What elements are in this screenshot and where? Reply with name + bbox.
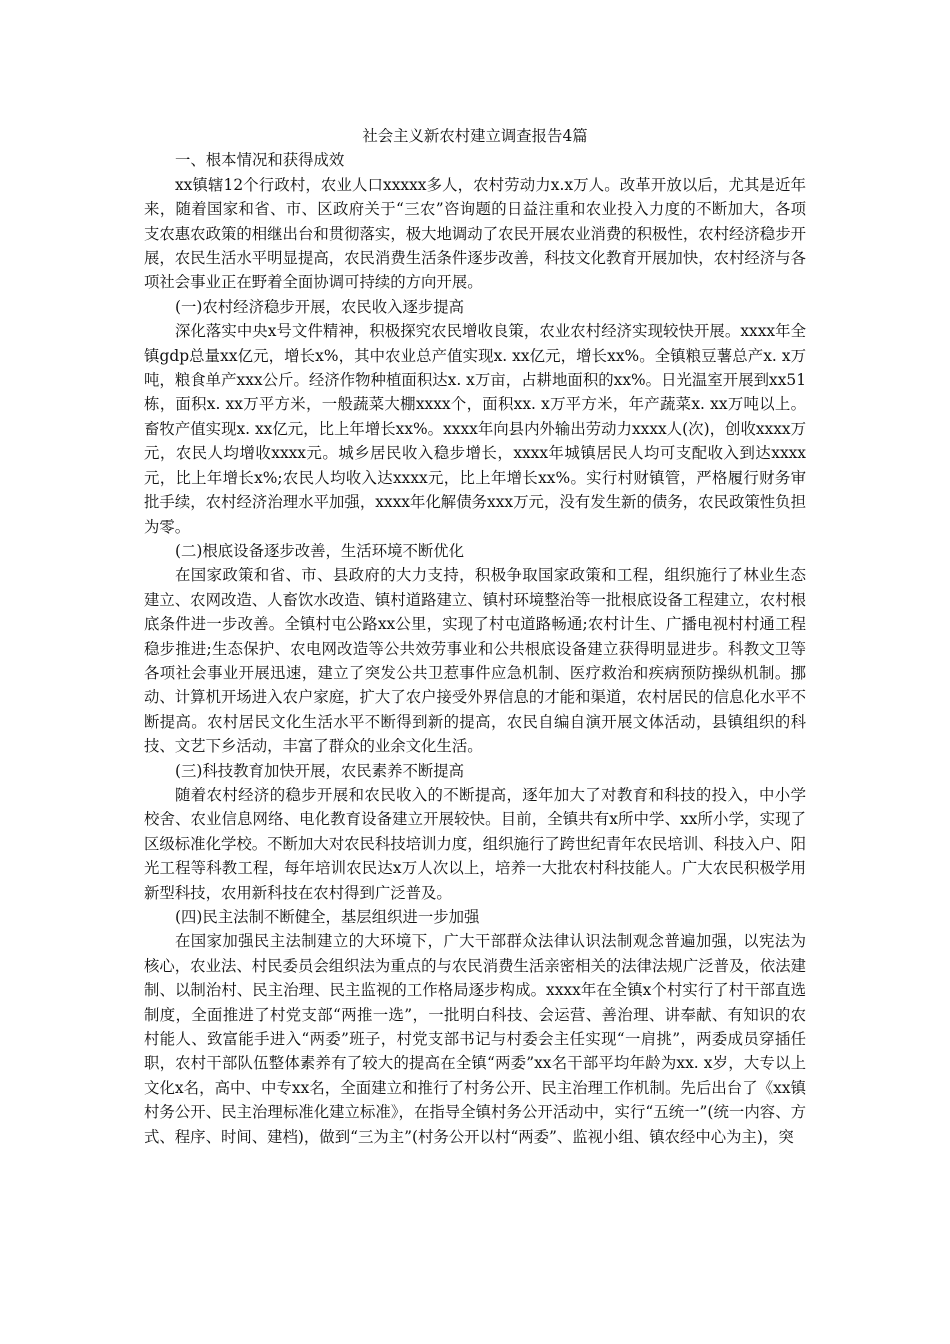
section-heading-4: (三)科技教育加快开展，农民素养不断提高 [175,761,465,780]
document-title: 社会主义新农村建立调查报告4篇 [362,127,588,145]
paragraph-5: 在国家加强民主法制建立的大环境下，广大干部群众法律认识法制观念普遍加强，以宪法为核心，农业法、村民委员会组织法为重点的与农民消费生活亲密相关的法律法规广泛普及，依法建制、以制治村、民主治理、民主监视的工作格局逐步构成。xxxx年在全镇x个村实行了村干部直选制度，全面推进了村党支部“两推一选”，一批明白科技、会运营、善治理、讲奉献、有知识的农村能人、致富能手进入“两委”班子，村党支部书记与村委会主任实现“一肩挑”，两委成员穿插任职，农村干部队伍整体素养有了较大的提高在全镇“两委”xx名干部平均年龄为xx. x岁，大专以上文化x名，高中、中专xx名，全面建立和推行了村务公开、民主治理工作机制。先后出台了《xx镇村务公开、民主治理标准化建立标准》，在指导全镇村务公开活动中，实行“五统一”(统一内容、方式、程序、时间、建档)，做到“三为主”(村务公开以村“两委”、监视小组、镇农经中心为主)，突 [144,932,806,1146]
section-heading-2: (一)农村经济稳步开展，农民收入逐步提高 [175,297,465,316]
paragraph-3: 在国家政策和省、市、县政府的大力支持，积极争取国家政策和工程，组织施行了林业生态建立、农网改造、人畜饮水改造、镇村道路建立、镇村环境整治等一批根底设备工程建立，农村根底条件进一步改善。全镇村屯公路xx公里，实现了村屯道路畅通;农村计生、广播电视村村通工程稳步推进;生态保护、农电网改造等公共效劳事业和公共根底设备建立获得明显进步。科教文卫等各项社会事业开展迅速，建立了突发公共卫惹事件应急机制、医疗救治和疾病预防操纵机制。挪动、计算机开场进入农户家庭，扩大了农户接受外界信息的才能和渠道，农村居民的信息化水平不断提高。农村居民文化生活水平不断得到新的提高，农民自编自演开展文体活动，县镇组织的科技、文艺下乡活动，丰富了群众的业余文化生活。 [144,566,806,756]
section-heading-1: 一、根本情况和获得成效 [175,151,345,170]
paragraph-2: 深化落实中央x号文件精神，积极探究农民增收良策，农业农村经济实现较快开展。xxxx年全镇gdp总量xx亿元，增长x%，其中农业总产值实现x. xx亿元，增长xx%。全镇粮豆薯总产x. x万吨，粮食单产xxx公斤。经济作物种植面积达x. x万亩，占耕地面积的xx%。日光温室开展到xx51栋，面积x. xx万平方米，一般蔬菜大棚xxxx个，面积xx. x万平方米，年产蔬菜x. xx万吨以上。畜牧产值实现x. xx亿元，比上年增长xx%。xxxx年向县内外输出劳动力xxxx人(次)，创收xxxx万元，农民人均增收xxxx元。城乡居民收入稳步增长，xxxx年城镇居民人均可支配收入到达xxxx元，比上年增长x%;农民人均收入达xxxx元，比上年增长xx%。实行村财镇管，严格履行财务审批手续，农村经济治理水平加强，xxxx年化解债务xxx万元，没有发生新的债务，农民政策性负担为零。 [144,322,806,536]
paragraph-4: 随着农村经济的稳步开展和农民收入的不断提高，逐年加大了对教育和科技的投入，中小学校舍、农业信息网络、电化教育设备建立开展较快。目前，全镇共有x所中学、xx所小学，实现了区级标准化学校。不断加大对农民科技培训力度，组织施行了跨世纪青年农民培训、科技入户、阳光工程等科教工程，每年培训农民达x万人次以上，培养一大批农村科技能人。广大农民积极学用新型科技，农用新科技在农村得到广泛普及。 [144,785,806,902]
section-heading-3: (二)根底设备逐步改善，生活环境不断优化 [175,541,465,560]
paragraph-1: xx镇辖12个行政村，农业人口xxxxx多人，农村劳动力x.x万人。改革开放以后，尤其是近年来，随着国家和省、市、区政府关于“三农”咨询题的日益注重和农业投入力度的不断加大，各项支农惠农政策的相继出台和贯彻落实，极大地调动了农民开展农业消费的积极性，农村经济稳步开展，农民生活水平明显提高，农民消费生活条件逐步改善，科技文化教育开展加快，农村经济与各项社会事业正在野着全面协调可持续的方向开展。 [144,175,806,292]
document-page [144,124,806,1149]
section-heading-5: (四)民主法制不断健全，基层组织进一步加强 [175,908,480,926]
